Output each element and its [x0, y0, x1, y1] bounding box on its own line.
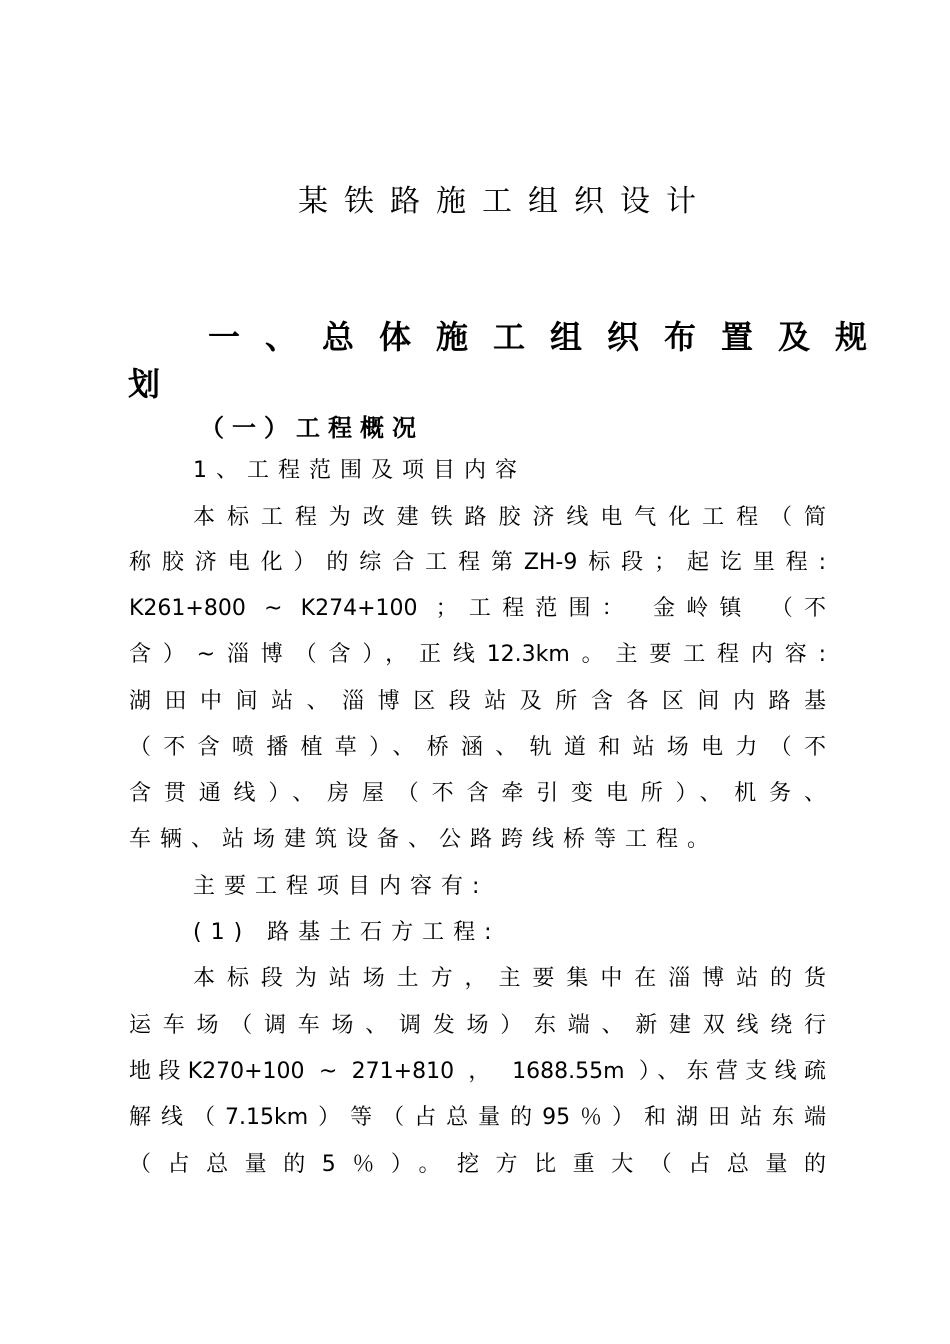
paragraph-line: （不含喷播植草）、桥涵、轨道和站场电力（不 [129, 735, 826, 760]
paragraph-line: 本标段为站场土方，主要集中在淄博站的货 [193, 966, 826, 991]
paragraph-line: 运车场（调车场、调发场）东端、新建双线绕行 [129, 1013, 826, 1038]
paragraph-line: 本标工程为改建铁路胶济线电气化工程（简 [193, 505, 826, 530]
paragraph-line: 湖田中间站、淄博区段站及所含各区间内路基 [129, 689, 826, 714]
subsection-heading: （一）工程概况 [200, 414, 424, 442]
paragraph-line: K261+800 ~ K274+100 ；工程范围： 金岭镇 （不 [129, 596, 826, 621]
paragraph-line: 地段K270+100 ~ 271+810 ， 1688.55m ）、东营支线疏 [129, 1059, 826, 1084]
section-title: 一、总体施工组织布置及规 [208, 318, 893, 356]
paragraph-line: （占总量的5％）。挖方比重大（占总量的 [129, 1152, 826, 1177]
section-title-continuation: 划 [128, 365, 161, 403]
paragraph-line: 车辆、站场建筑设备、公路跨线桥等工程。 [129, 827, 719, 852]
paragraph-line: 含）~淄博（含），正线12.3km。主要工程内容: [129, 642, 826, 667]
paragraph-line: 含贯通线）、房屋（不含牵引变电所）、机务、 [129, 781, 826, 806]
main-items-intro: 主要工程项目内容有: [193, 874, 489, 899]
subgrade-item-heading: (1) 路基土石方工程: [193, 920, 501, 945]
document-title: 某铁路施工组织设计 [298, 184, 712, 219]
paragraph-line: 称胶济电化）的综合工程第ZH-9标段；起讫里程: [129, 550, 826, 575]
paragraph-line: 解线（7.15km）等（占总量的95％）和湖田站东端 [129, 1105, 826, 1130]
item-heading: 1、工程范围及项目内容 [193, 458, 526, 483]
